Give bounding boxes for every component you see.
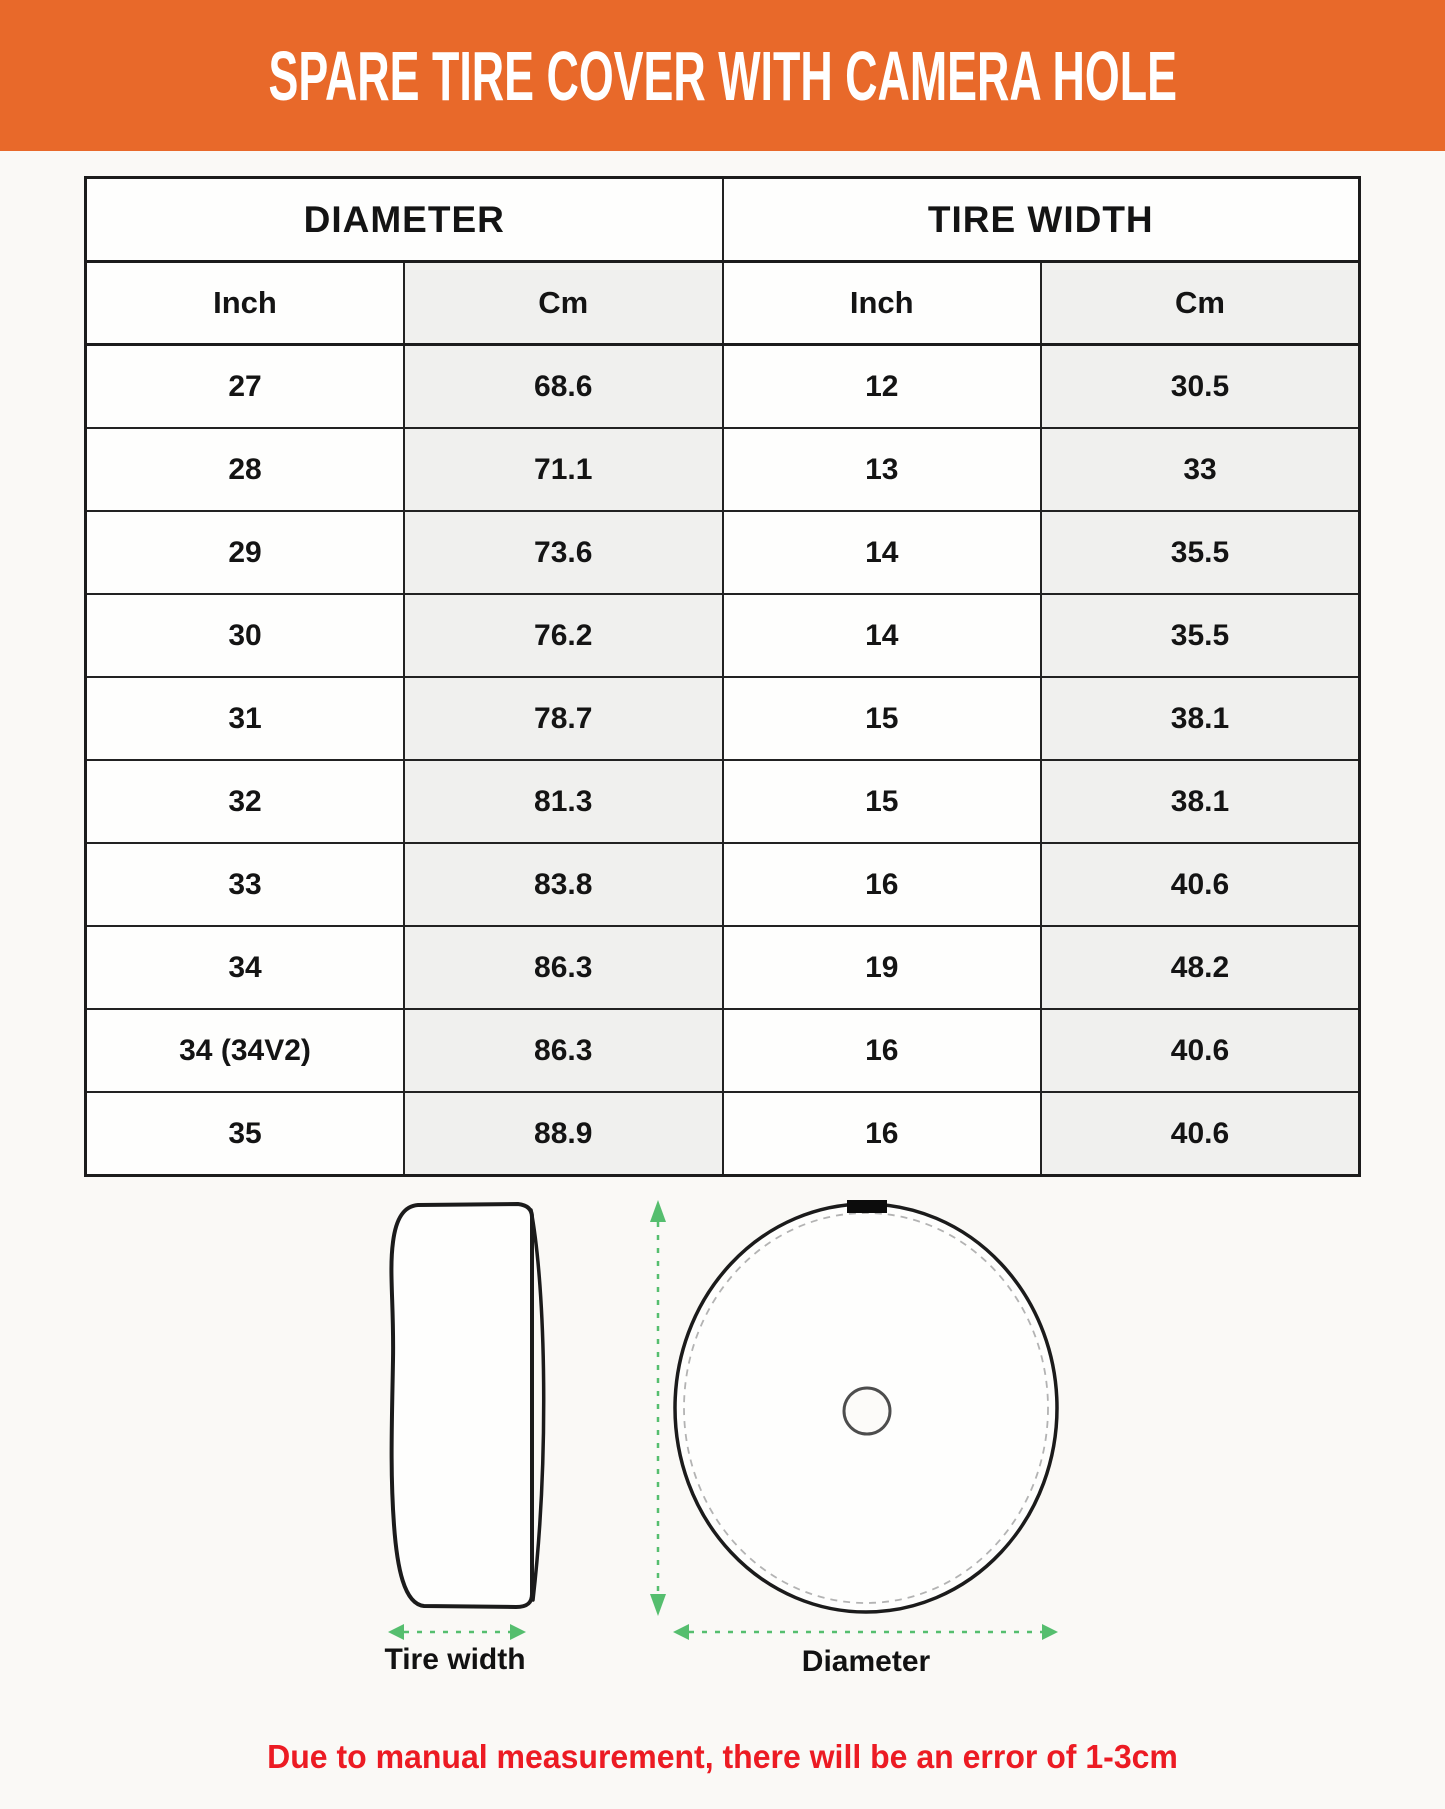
- table-cell: 13: [723, 428, 1042, 511]
- table-cell: 29: [86, 511, 405, 594]
- column-group-tire-width: TIRE WIDTH: [723, 178, 1360, 262]
- table-cell: 83.8: [404, 843, 723, 926]
- table-cell: 14: [723, 594, 1042, 677]
- table-cell: 33: [86, 843, 405, 926]
- table-cell: 86.3: [404, 1009, 723, 1092]
- table-cell: 15: [723, 760, 1042, 843]
- table-row: [86, 843, 1360, 926]
- table-cell: 40.6: [1041, 1009, 1360, 1092]
- table-row: [86, 594, 1360, 677]
- table-row: [86, 511, 1360, 594]
- table-cell: 86.3: [404, 926, 723, 1009]
- table-cell: 28: [86, 428, 405, 511]
- table-cell: 48.2: [1041, 926, 1360, 1009]
- table-cell: 33: [1041, 428, 1360, 511]
- table-cell: 78.7: [404, 677, 723, 760]
- tire-width-label: Tire width: [384, 1643, 526, 1676]
- column-header-cm-width: Cm: [1041, 262, 1360, 345]
- camera-hole: [844, 1388, 890, 1434]
- table-cell: 30.5: [1041, 345, 1360, 429]
- table-cell: 32: [86, 760, 405, 843]
- table-cell: 68.6: [404, 345, 723, 429]
- table-cell: 38.1: [1041, 677, 1360, 760]
- table-cell: 38.1: [1041, 760, 1360, 843]
- table-cell: 71.1: [404, 428, 723, 511]
- table-cell: 40.6: [1041, 1092, 1360, 1176]
- table-cell: 88.9: [404, 1092, 723, 1176]
- table-cell: 15: [723, 677, 1042, 760]
- header-banner: [0, 0, 1445, 151]
- cover-seam-mark: [847, 1200, 887, 1213]
- diameter-arrow-horizontal: [673, 1624, 1058, 1640]
- page-title: SPARE TIRE COVER WITH CAMERA HOLE: [268, 36, 1177, 115]
- table-row: [86, 926, 1360, 1009]
- table-cell: 14: [723, 511, 1042, 594]
- table-cell: 19: [723, 926, 1042, 1009]
- table-cell: 34 (34V2): [86, 1009, 405, 1092]
- tire-side-view: [391, 1204, 532, 1607]
- size-table: [84, 176, 1361, 1177]
- sub-header-row: [86, 262, 1360, 345]
- table-cell: 16: [723, 1092, 1042, 1176]
- column-group-diameter: DIAMETER: [86, 178, 723, 262]
- table-cell: 27: [86, 345, 405, 429]
- table-cell: 73.6: [404, 511, 723, 594]
- table-cell: 35: [86, 1092, 405, 1176]
- diameter-label: Diameter: [801, 1645, 931, 1678]
- measurement-error-note: Due to manual measurement, there will be an error of 1-3cm: [267, 1738, 1178, 1775]
- table-row: [86, 760, 1360, 843]
- table-cell: 35.5: [1041, 594, 1360, 677]
- tire-width-arrow: [388, 1624, 526, 1640]
- table-row: [86, 345, 1360, 429]
- table-cell: 30: [86, 594, 405, 677]
- column-header-cm-diameter: Cm: [404, 262, 723, 345]
- column-header-inch-width: Inch: [723, 262, 1042, 345]
- table-cell: 40.6: [1041, 843, 1360, 926]
- table-cell: 35.5: [1041, 511, 1360, 594]
- table-row: [86, 428, 1360, 511]
- table-cell: 16: [723, 843, 1042, 926]
- table-cell: 12: [723, 345, 1042, 429]
- column-header-inch-diameter: Inch: [86, 262, 405, 345]
- table-cell: 76.2: [404, 594, 723, 677]
- table-cell: 81.3: [404, 760, 723, 843]
- table-cell: 31: [86, 677, 405, 760]
- diameter-arrow-vertical: [650, 1200, 666, 1616]
- table-cell: 16: [723, 1009, 1042, 1092]
- group-header-row: [86, 178, 1360, 262]
- table-row: [86, 677, 1360, 760]
- tire-measurement-diagram: [0, 1150, 1445, 1809]
- table-row: [86, 1009, 1360, 1092]
- table-cell: 34: [86, 926, 405, 1009]
